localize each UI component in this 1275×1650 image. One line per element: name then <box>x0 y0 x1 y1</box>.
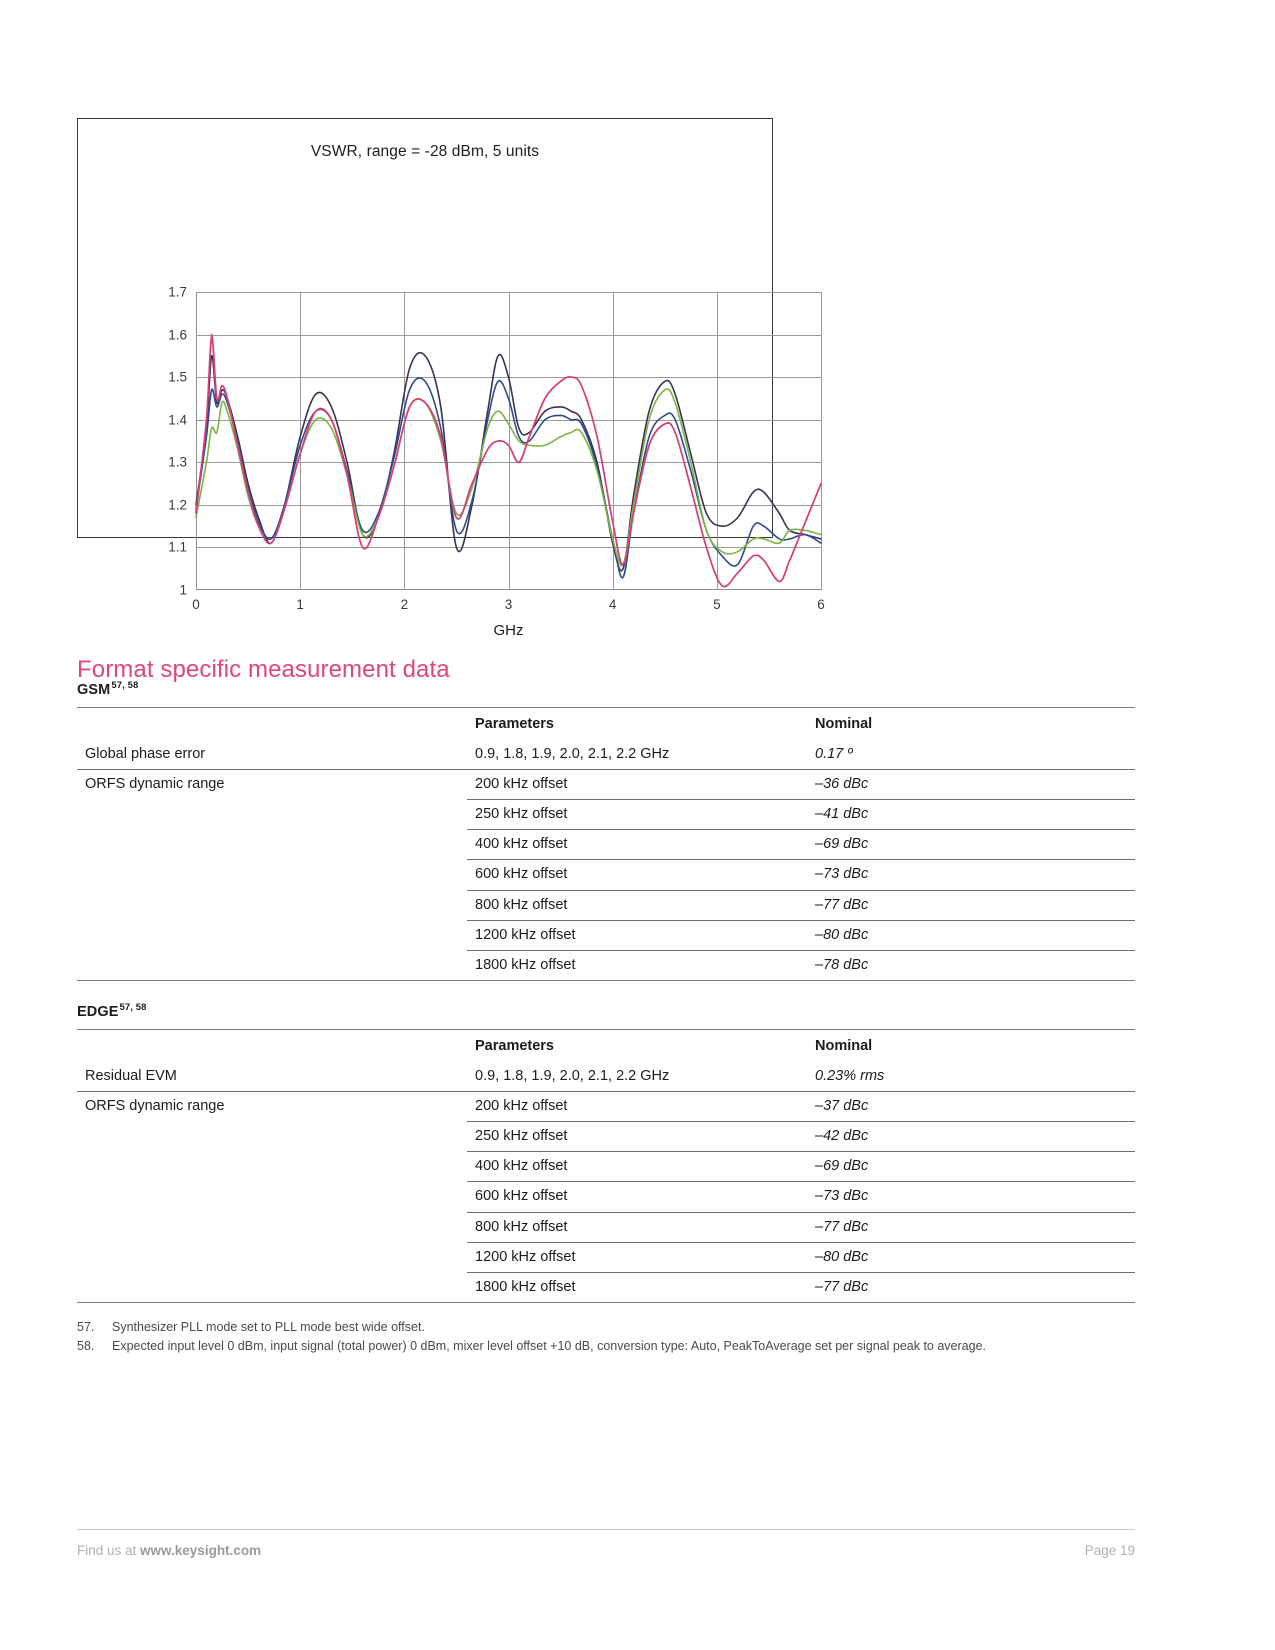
row-parameter: 200 kHz offset <box>467 1092 807 1122</box>
gsm-header-nominal: Nominal <box>807 707 1135 740</box>
footer-website-link[interactable]: www.keysight.com <box>140 1543 262 1558</box>
x-axis-tick-label: 4 <box>608 597 617 612</box>
edge-label-text: EDGE <box>77 1003 119 1020</box>
row-spec-name <box>77 1212 467 1242</box>
row-spec-name <box>77 920 467 950</box>
chart-series-lines <box>196 292 821 590</box>
x-axis-tick-label: 3 <box>504 597 513 612</box>
row-spec-name <box>77 1182 467 1212</box>
y-axis-tick-label: 1.2 <box>168 497 187 513</box>
row-parameter: 1200 kHz offset <box>467 920 807 950</box>
page-footer <box>77 1543 1135 1558</box>
gsm-header-col1 <box>77 707 467 740</box>
footer-divider <box>77 1529 1135 1530</box>
row-nominal: 0.23% rms <box>815 1067 885 1084</box>
row-nominal: –80 dBc <box>807 920 1135 950</box>
row-nominal: –73 dBc <box>807 1182 1135 1212</box>
table-row <box>77 1152 1135 1182</box>
row-spec-name <box>77 830 467 860</box>
footnote-text: Synthesizer PLL mode set to PLL mode best wide offset. <box>112 1320 425 1334</box>
row-parameter: 400 kHz offset <box>467 1152 807 1182</box>
x-axis-tick-label: 2 <box>400 597 409 612</box>
chart-x-axis-label: GHz <box>493 622 524 639</box>
row-spec-name <box>77 860 467 890</box>
footnote-item <box>77 1318 1135 1336</box>
chart-series-line <box>196 378 821 578</box>
row-spec-name <box>77 1122 467 1152</box>
chart-series-line <box>196 353 821 571</box>
row-spec-name <box>77 890 467 920</box>
chart-plot-area <box>168 284 825 639</box>
section-heading: Format specific measurement data <box>77 655 450 683</box>
row-spec-name: Global phase error <box>85 745 206 762</box>
table-row <box>77 1242 1135 1272</box>
row-spec-name: Residual EVM <box>85 1067 177 1084</box>
row-parameter: 400 kHz offset <box>467 830 807 860</box>
row-nominal: –36 dBc <box>807 770 1135 800</box>
gridline-vertical <box>821 292 822 590</box>
x-axis-tick-label: 5 <box>713 597 721 612</box>
edge-table <box>77 1029 1135 1303</box>
gsm-table-label <box>77 680 1135 698</box>
gsm-header-parameters: Parameters <box>467 707 807 740</box>
table-row <box>77 1182 1135 1212</box>
footer-page-number: Page 19 <box>1084 1543 1135 1558</box>
row-nominal: –77 dBc <box>807 1272 1135 1302</box>
row-spec-name: ORFS dynamic range <box>77 770 467 800</box>
chart-series-line <box>196 389 821 566</box>
row-parameter: 600 kHz offset <box>467 860 807 890</box>
edge-table-block <box>77 1002 1135 1303</box>
edge-footnote-marks: 57, 58 <box>119 1002 147 1013</box>
gsm-table-body <box>77 740 1135 981</box>
row-nominal: –78 dBc <box>807 950 1135 980</box>
table-row <box>77 1092 1135 1122</box>
gsm-label-text: GSM <box>77 681 111 698</box>
row-nominal: 0.17 º <box>815 745 853 762</box>
y-axis-tick-label: 1.1 <box>168 539 187 555</box>
row-parameter: 600 kHz offset <box>467 1182 807 1212</box>
table-row <box>77 920 1135 950</box>
edge-table-label <box>77 1002 1135 1020</box>
vswr-chart-figure <box>77 118 825 639</box>
row-spec-name <box>77 1242 467 1272</box>
table-row <box>77 1122 1135 1152</box>
footnote-text: Expected input level 0 dBm, input signal (total power) 0 dBm, mixer level offset +10 dB, conversion type: Auto, PeakToAverage set per signal peak to average. <box>112 1339 986 1354</box>
table-row <box>77 1212 1135 1242</box>
footer-find-us <box>77 1543 261 1558</box>
chart-series-line <box>196 334 821 586</box>
table-header-row <box>77 1029 1135 1062</box>
edge-header-nominal: Nominal <box>807 1029 1135 1062</box>
footnotes-block <box>77 1318 1135 1356</box>
row-parameter: 0.9, 1.8, 1.9, 2.0, 2.1, 2.2 GHz <box>475 1067 670 1084</box>
row-nominal: –41 dBc <box>807 800 1135 830</box>
row-parameter: 250 kHz offset <box>467 800 807 830</box>
edge-table-body <box>77 1062 1135 1303</box>
table-row <box>77 890 1135 920</box>
footnote-item <box>77 1337 1135 1355</box>
table-row <box>77 860 1135 890</box>
row-parameter: 1800 kHz offset <box>467 1272 807 1302</box>
y-axis-tick-label: 1 <box>179 582 187 598</box>
row-spec-name <box>77 950 467 980</box>
row-nominal: –42 dBc <box>807 1122 1135 1152</box>
row-parameter: 1800 kHz offset <box>467 950 807 980</box>
row-parameter: 0.9, 1.8, 1.9, 2.0, 2.1, 2.2 GHz <box>475 745 670 762</box>
y-axis-tick-label: 1.4 <box>168 412 187 428</box>
y-axis-tick-label: 1.3 <box>168 454 187 470</box>
row-nominal: –73 dBc <box>807 860 1135 890</box>
table-row <box>77 770 1135 800</box>
x-axis-tick-label: 1 <box>296 597 304 612</box>
x-axis-tick-label: 6 <box>817 597 825 612</box>
table-row <box>77 740 1135 770</box>
row-nominal: –77 dBc <box>807 890 1135 920</box>
edge-header-col1 <box>77 1029 467 1062</box>
row-parameter: 200 kHz offset <box>467 770 807 800</box>
row-parameter: 250 kHz offset <box>467 1122 807 1152</box>
table-header-row <box>77 707 1135 740</box>
y-axis-tick-label: 1.7 <box>168 284 187 300</box>
edge-header-parameters: Parameters <box>467 1029 807 1062</box>
y-axis-tick-label: 1.5 <box>168 369 187 385</box>
footnote-number: 57. <box>77 1320 95 1334</box>
footer-find-us-prefix: Find us at <box>77 1543 141 1558</box>
row-nominal: –77 dBc <box>807 1212 1135 1242</box>
table-row <box>77 1272 1135 1302</box>
gsm-table-block <box>77 680 1135 981</box>
table-row <box>77 950 1135 980</box>
row-nominal: –37 dBc <box>807 1092 1135 1122</box>
row-spec-name: ORFS dynamic range <box>77 1092 467 1122</box>
row-parameter: 1200 kHz offset <box>467 1242 807 1272</box>
row-nominal: –69 dBc <box>807 830 1135 860</box>
x-axis-tick-label: 0 <box>192 597 200 612</box>
table-row <box>77 800 1135 830</box>
row-nominal: –80 dBc <box>807 1242 1135 1272</box>
gsm-footnote-marks: 57, 58 <box>111 680 139 691</box>
row-spec-name <box>77 1152 467 1182</box>
row-nominal: –69 dBc <box>807 1152 1135 1182</box>
row-spec-name <box>77 800 467 830</box>
table-row <box>77 1062 1135 1092</box>
table-row <box>77 830 1135 860</box>
y-axis-tick-label: 1.6 <box>168 327 187 343</box>
row-parameter: 800 kHz offset <box>467 1212 807 1242</box>
row-parameter: 800 kHz offset <box>467 890 807 920</box>
gsm-table <box>77 707 1135 981</box>
chart-title: VSWR, range = -28 dBm, 5 units <box>310 143 540 160</box>
row-spec-name <box>77 1272 467 1302</box>
footnote-number: 58. <box>77 1339 95 1354</box>
